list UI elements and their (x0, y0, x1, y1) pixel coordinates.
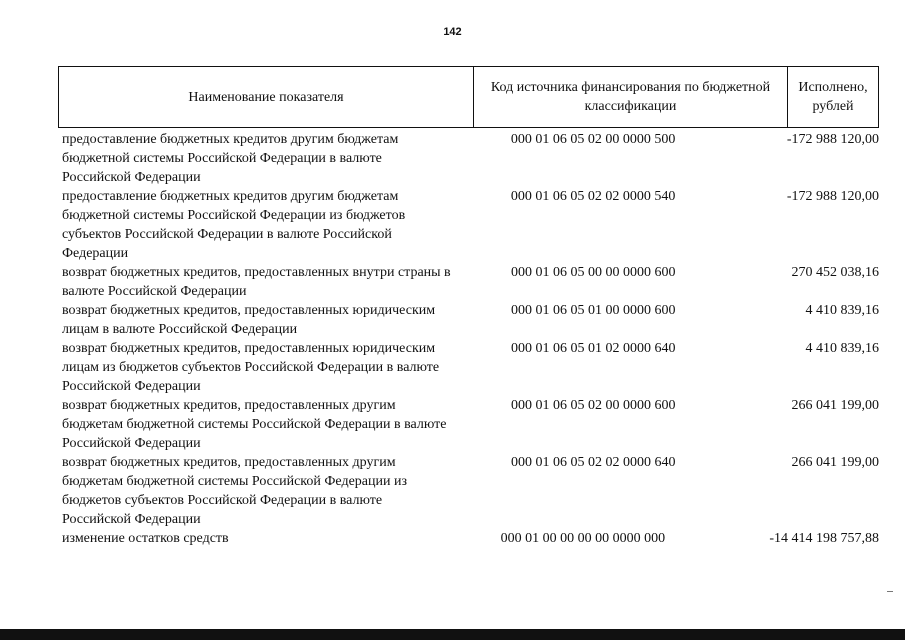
row-amount: 4 410 839,16 (805, 341, 879, 356)
row-amount: 266 041 199,00 (791, 398, 879, 413)
table-header (58, 66, 879, 128)
table-row (58, 339, 879, 396)
row-name: возврат бюджетных кредитов, предоставленных внутри страны в валюте Российской Федерации (62, 265, 451, 299)
row-code: 000 01 06 05 02 00 0000 600 (511, 398, 676, 413)
row-code: 000 01 06 05 01 02 0000 640 (511, 341, 676, 356)
row-code: 000 01 06 05 02 02 0000 540 (510, 189, 676, 204)
row-code: 000 01 06 05 02 02 0000 640 (511, 455, 676, 470)
row-code: 000 01 06 05 02 00 0000 500 (510, 132, 676, 147)
row-name: предоставление бюджетных кредитов другим бюджетам бюджетной системы Российской Федерации в валюте Российской Федерации (62, 132, 399, 185)
row-amount: 270 452 038,16 (791, 265, 879, 280)
row-code: 000 01 00 00 00 00 0000 000 (500, 531, 666, 546)
table-body (58, 130, 879, 548)
column-header-code: Код источника финансирования по бюджетной классификации (474, 67, 788, 127)
row-amount: -172 988 120,00 (786, 132, 879, 147)
row-name: возврат бюджетных кредитов, предоставленных другим бюджетам бюджетной системы Российской Федерации из бюджетов субъектов Российской Федерации в валюте Российской Федерации (62, 455, 408, 527)
table-row (58, 263, 879, 301)
column-header-name: Наименование показателя (59, 67, 474, 127)
table-row (58, 187, 879, 263)
column-header-amount: Исполнено, рублей (798, 80, 868, 114)
row-name: возврат бюджетных кредитов, предоставленных юридическим лицам из бюджетов субъектов Российской Федерации в валюте Российской Федерации (62, 341, 440, 394)
row-amount: 266 041 199,00 (791, 455, 879, 470)
row-amount: 4 410 839,16 (805, 303, 879, 318)
scan-speck (887, 591, 893, 592)
page-number: 142 (443, 26, 462, 38)
table-row (58, 453, 879, 529)
table-row (58, 396, 879, 453)
scan-bottom-edge (0, 629, 905, 640)
table-row (58, 529, 879, 548)
row-name: предоставление бюджетных кредитов другим бюджетам бюджетной системы Российской Федерации из бюджетов субъектов Российской Федерации в валюте Российской Федерации (62, 189, 406, 261)
table-row (58, 130, 879, 187)
row-code: 000 01 06 05 01 00 0000 600 (511, 303, 676, 318)
row-name: изменение остатков средств (62, 531, 229, 546)
row-name: возврат бюджетных кредитов, предоставленных юридическим лицам в валюте Российской Федерации (62, 303, 436, 337)
row-amount: -172 988 120,00 (786, 189, 879, 204)
row-amount: -14 414 198 757,88 (769, 531, 879, 546)
row-name: возврат бюджетных кредитов, предоставленных другим бюджетам бюджетной системы Российской Федерации в валюте Российской Федерации (62, 398, 447, 451)
table-row (58, 301, 879, 339)
row-code: 000 01 06 05 00 00 0000 600 (511, 265, 676, 280)
